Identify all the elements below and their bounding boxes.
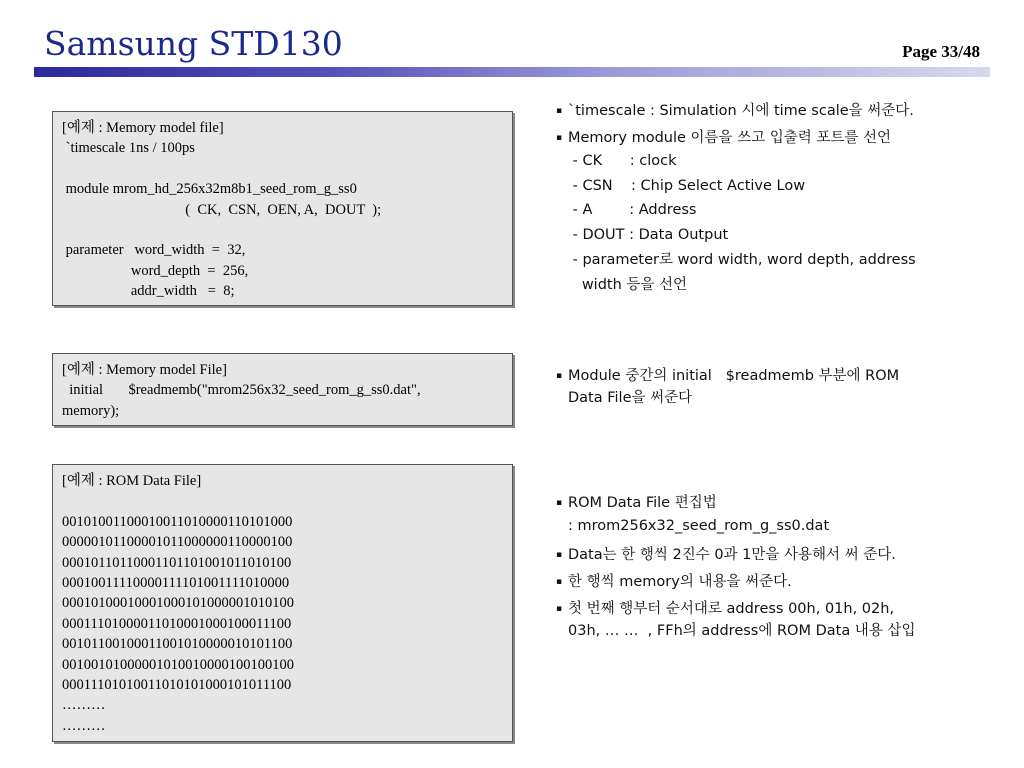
- bullet-item: [556, 100, 916, 122]
- bullet-text: Module 중간의 initial $readmemb 부분에 ROM Data File을 써준다: [568, 368, 900, 406]
- bullet-item: [556, 492, 915, 539]
- code-line: [예제 : Memory model file]: [62, 120, 224, 136]
- code-line: ………: [62, 697, 106, 714]
- code-line: 00011101000011010001000100011100: [62, 615, 292, 632]
- code-line: ………: [62, 717, 106, 734]
- code-line: 00101001100010011010000110101000: [62, 513, 293, 530]
- page-number: Page 33/48: [902, 42, 980, 61]
- code-line: [62, 159, 503, 179]
- bullet-text: 한 행씩 memory의 내용을 써준다.: [568, 573, 792, 590]
- code-line: parameter word_width = 32,: [62, 242, 246, 259]
- notes-rom-data-file: [556, 492, 915, 647]
- code-line: 00010100010001000101000001010100: [62, 595, 294, 612]
- code-line: [62, 491, 503, 511]
- bullet-icon: ▪: [556, 106, 563, 116]
- bullet-item: [556, 571, 915, 593]
- sub-item: width 등을 선언: [568, 276, 688, 293]
- rom-data-file-box: [52, 464, 513, 742]
- bullet-text: 첫 번째 행부터 순서대로 address 00h, 01h, 02h, 03h, … … , FFh의 address에 ROM Data 내용 삽입: [568, 600, 916, 639]
- sub-item: - parameter로 word width, word depth, address: [568, 251, 916, 268]
- bullet-icon: ▪: [556, 549, 563, 560]
- bullet-item: [556, 127, 916, 297]
- readmemb-code-box: [52, 353, 513, 426]
- bullet-item: [556, 544, 915, 566]
- code-line: 00101100100011001010000010101100: [62, 636, 293, 653]
- bullet-icon: ▪: [556, 371, 563, 381]
- code-line: 00010011110000111101001111010000: [62, 575, 290, 592]
- sub-item: - DOUT : Data Output: [568, 227, 729, 244]
- bullet-item: [556, 365, 899, 409]
- title-underline-bar: [34, 67, 990, 77]
- code-line: addr_width = 8;: [62, 283, 235, 300]
- code-line: 00000101100001011000000110000100: [62, 534, 293, 551]
- code-line: [예제 : ROM Data File]: [62, 473, 202, 489]
- code-line: `timescale 1ns / 100ps: [62, 140, 195, 157]
- code-line: 00011101010011010101000101011100: [62, 677, 292, 694]
- sub-item: - CSN : Chip Select Active Low: [568, 177, 806, 194]
- code-line: 00010110110001101101001011010100: [62, 554, 292, 571]
- bullet-icon: ▪: [556, 603, 563, 614]
- bullet-item: [556, 598, 915, 642]
- bullet-text: `timescale : Simulation 시에 time scale을 써준다.: [568, 103, 914, 119]
- memory-model-code-box: [52, 111, 513, 306]
- bullet-icon: ▪: [556, 133, 563, 143]
- code-line: ( CK, CSN, OEN, A, DOUT );: [62, 201, 382, 218]
- bullet-text: Memory module 이름을 쓰고 입출력 포트를 선언: [568, 130, 892, 146]
- code-line: module mrom_hd_256x32m8b1_seed_rom_g_ss0: [62, 181, 357, 198]
- notes-readmemb: [556, 365, 899, 414]
- sub-item: - CK : clock: [568, 153, 677, 169]
- bullet-text: Data는 한 행씩 2진수 0과 1만을 사용해서 써 준다.: [568, 546, 896, 563]
- bullet-icon: ▪: [556, 576, 563, 587]
- page-title: Samsung STD130: [44, 24, 343, 63]
- bullet-icon: ▪: [556, 498, 563, 508]
- notes-timescale-module: [556, 100, 916, 302]
- code-line: initial $readmemb("mrom256x32_seed_rom_g_ss0.dat",: [62, 382, 421, 399]
- sub-item: - A : Address: [568, 202, 697, 219]
- code-line: [예제 : Memory model File]: [62, 362, 227, 378]
- code-line: memory);: [62, 402, 120, 419]
- code-line: [62, 220, 503, 240]
- code-line: 00100101000001010010000100100100: [62, 656, 294, 673]
- code-line: word_depth = 256,: [62, 262, 249, 279]
- bullet-text: ROM Data File 편집법: [568, 495, 717, 511]
- sub-item: : mrom256x32_seed_rom_g_ss0.dat: [568, 518, 830, 534]
